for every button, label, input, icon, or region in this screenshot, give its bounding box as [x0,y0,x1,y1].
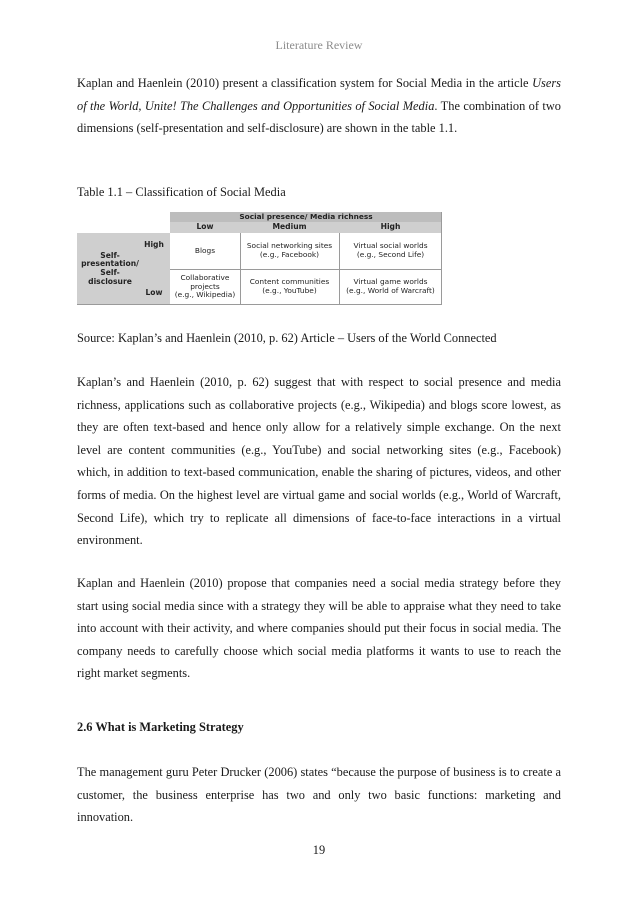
table-divider [170,269,442,270]
paragraph-analysis: Kaplan’s and Haenlein (2010, p. 62) suggest that with respect to social presence and media richness, applications such as collaborative projects (e.g., Wikipedia) and blogs score lowest, as they are often text-based and hence only allow for a relatively simple exchange. On the next level are content communities (e.g., YouTube) and social networking sites (e.g., Facebook) which, in addition to text-based communication, enable the sharing of pictures, videos, and other forms of media. On the highest level are virtual game and social worlds (e.g., World of Warcraft, Second Life), which try to replicate all dimensions of face-to-face interactions in a virtual environment. [77,375,561,548]
column-header-medium: Medium [240,222,339,233]
column-header-low: Low [170,222,240,233]
section-heading: 2.6 What is Marketing Strategy [77,720,244,734]
table-divider [77,304,442,305]
table-cell: Content communities (e.g., YouTube) [249,277,330,295]
intro-text-start: Kaplan and Haenlein (2010) present a classification system for Social Media in the article [77,76,533,90]
running-header: Literature Review [275,38,363,52]
table-cell: Blogs [194,245,216,255]
page-number: 19 [312,843,326,857]
table-divider [339,233,340,305]
paragraph-strategy: Kaplan and Haenlein (2010) propose that companies need a social media strategy before they start using social media since with a strategy they will be able to appraise what they need to take into account with their activity, and where companies should put their focus in social media. The company needs to carefully choose which social media platforms it wants to use to reach the right market segments. [77,576,561,681]
table-top-header: Social presence/ Media richness [170,212,442,222]
intro-text-end: . The combination of two dimensions (self-presentation and self-disclosure) are shown in the table 1.1. [77,98,561,136]
table-source: Source: Kaplan’s and Haenlein (2010, p. 62) Article – Users of the World Connected [77,331,497,345]
row-label-high: High [144,239,164,249]
table-divider [441,212,442,305]
table-cell: Virtual game worlds (e.g., World of Warcraft) [346,277,435,295]
paragraph-intro [77,72,561,140]
paragraph-drucker: The management guru Peter Drucker (2006) states “because the purpose of business is to create a customer, the business enterprise has two and only two basic functions: marketing and innovation. [77,765,561,825]
article-title: Users of the World, Unite! The Challenges and Opportunities of Social Media [77,76,561,113]
column-header-high: High [339,222,442,233]
row-header-label: Self- presentation/ Self- disclosure [81,250,139,286]
table-cell: Collaborative projects (e.g., Wikipedia) [174,273,236,300]
table-divider [240,233,241,305]
table-cell: Virtual social worlds (e.g., Second Life) [353,241,428,259]
table-caption: Table 1.1 – Classification of Social Media [77,185,286,199]
table-cell: Social networking sites (e.g., Facebook) [246,241,333,259]
row-label-low: Low [145,287,163,297]
classification-table [77,212,442,305]
